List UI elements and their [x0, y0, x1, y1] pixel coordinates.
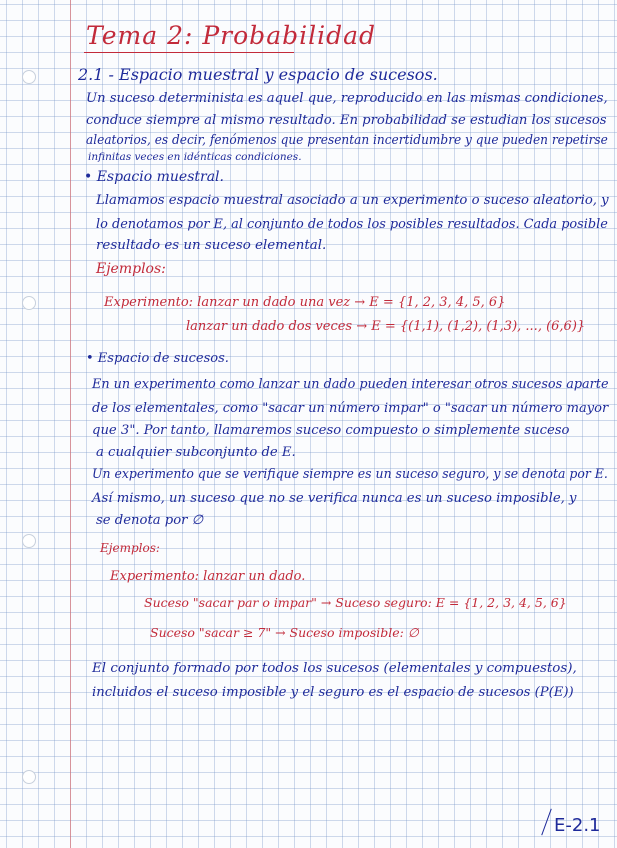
page-number-mark	[541, 809, 552, 836]
title-underline	[84, 52, 294, 53]
margin-line	[70, 0, 71, 848]
conclusion-line: El conjunto formado por todos los sucesos (elementales y compuestos),	[92, 661, 577, 676]
example-line: Experimento: lanzar un dado.	[110, 569, 306, 584]
sucesos-line: En un experimento como lanzar un dado pueden interesar otros sucesos aparte	[92, 377, 609, 392]
binder-hole	[22, 70, 36, 84]
sucesos-line: que 3". Por tanto, llamaremos suceso compuesto o simplemente suceso	[92, 423, 570, 438]
espacio-line: Llamamos espacio muestral asociado a un experimento o suceso aleatorio, y	[96, 193, 609, 208]
sucesos-line: Así mismo, un suceso que no se verifica nunca es un suceso imposible, y	[92, 491, 577, 506]
sucesos-line: a cualquier subconjunto de E.	[96, 445, 296, 460]
intro-line: Un suceso determinista es aquel que, reproducido en las mismas condiciones,	[86, 91, 608, 106]
sucesos-line: de los elementales, como "sacar un número impar" o "sacar un número mayor	[92, 401, 609, 416]
page-number: E-2.1	[554, 815, 601, 836]
example-line: Suceso "sacar par o impar" → Suceso seguro: E = {1, 2, 3, 4, 5, 6}	[144, 595, 567, 610]
sucesos-line: se denota por ∅	[96, 513, 204, 528]
subheading-espacio-muestral: • Espacio muestral.	[84, 169, 224, 185]
ejemplos-label: Ejemplos:	[96, 261, 166, 277]
binder-hole	[22, 534, 36, 548]
example-line: Experimento: lanzar un dado una vez → E = {1, 2, 3, 4, 5, 6}	[104, 295, 506, 310]
conclusion-line: incluidos el suceso imposible y el seguro es el espacio de sucesos (P(E))	[92, 685, 574, 700]
espacio-line: resultado es un suceso elemental.	[96, 238, 327, 253]
subheading-espacio-sucesos: • Espacio de sucesos.	[86, 351, 229, 366]
binder-hole	[22, 296, 36, 310]
intro-line: infinitas veces en idénticas condiciones.	[88, 151, 302, 163]
ejemplos-label: Ejemplos:	[100, 541, 160, 555]
example-line: lanzar un dado dos veces → E = {(1,1), (1,2), (1,3), ..., (6,6)}	[186, 319, 586, 334]
sucesos-line: Un experimento que se verifique siempre es un suceso seguro, y se denota por E.	[92, 467, 608, 482]
intro-line: conduce siempre al mismo resultado. En probabilidad se estudian los sucesos	[86, 113, 607, 128]
intro-line: aleatorios, es decir, fenómenos que presentan incertidumbre y que pueden repetirse	[86, 133, 608, 148]
section-heading: 2.1 - Espacio muestral y espacio de sucesos.	[78, 65, 438, 84]
page-title: Tema 2: Probabilidad	[86, 21, 376, 50]
binder-hole	[22, 770, 36, 784]
espacio-line: lo denotamos por E, al conjunto de todos los posibles resultados. Cada posible	[96, 217, 608, 232]
example-line: Suceso "sacar ≥ 7" → Suceso imposible: ∅	[150, 625, 419, 640]
